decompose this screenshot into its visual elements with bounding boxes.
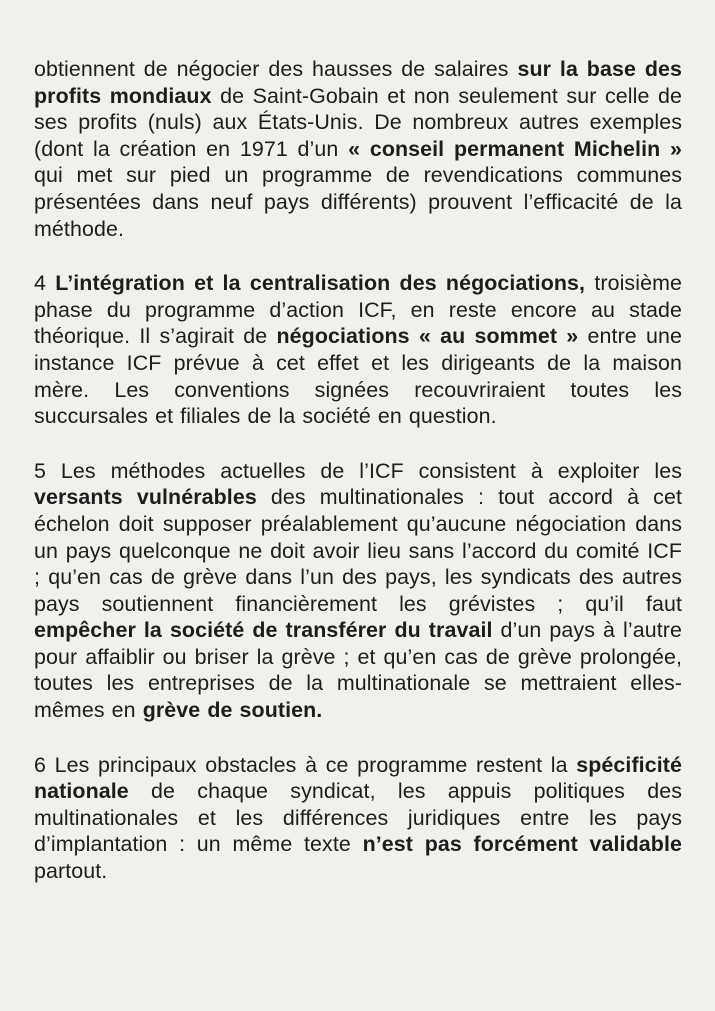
text-run: obtiennent de négocier des hausses de salaires — [34, 57, 518, 81]
bold-run: versants vulnérables — [34, 485, 257, 510]
paragraph-5 — [34, 458, 682, 724]
paragraph-continuation — [34, 56, 682, 242]
text-run: Les principaux obstacles à ce programme restent la — [54, 752, 577, 777]
text-run: Les méthodes actuelles de l’ICF consistent à exploiter les — [60, 458, 682, 483]
text-run: de Saint-Gobain et non seulement sur celle de ses profits (nuls) aux États-Unis. De nombreux autres exemples (dont la création en 1971 d’un — [34, 83, 682, 161]
text-run: des multinationales : tout accord à cet échelon doit supposer préalablement qu’aucune négociation dans un pays quelconque ne doit avoir lieu sans l’accord du comité ICF ; qu’en cas de grève dans l’un des pays, les syndicats des autres pays soutiennent financièrement les grévistes ; qu’il faut — [34, 485, 682, 616]
bold-run: n’est pas forcément validable — [362, 832, 682, 857]
paragraph-4 — [34, 270, 682, 430]
bold-run: empêcher la société de transférer du travail — [34, 618, 493, 643]
bold-run: négociations « au sommet » — [276, 324, 579, 349]
bold-run: grève de soutien. — [142, 698, 323, 723]
paragraph-number: 6 — [34, 752, 46, 777]
text-run: qui met sur pied un programme de revendications communes présentées dans neuf pays différents) prouvent l’efficacité de la méthode. — [34, 163, 682, 241]
text-run: partout. — [34, 859, 108, 884]
paragraph-6 — [34, 752, 682, 885]
paragraph-number: 4 — [34, 271, 46, 296]
paragraph-number: 5 — [34, 458, 46, 483]
bold-run: sur la base des profits mondiaux — [34, 57, 682, 108]
text-run: entre une instance ICF prévue à cet effet et les dirigeants de la maison mère. Les conventions signées recouvriraient toutes les succursales et filiales de la société en question. — [34, 324, 682, 429]
bold-run: « conseil permanent Michelin » — [348, 136, 682, 161]
bold-run: spécificité nationale — [34, 752, 682, 804]
text-run: de chaque syndicat, les appuis politiques des multinationales et les différences juridiques entre les pays d’implantation : un même texte — [34, 779, 682, 857]
bold-run: L’intégration et la centralisation des négociations, — [55, 271, 586, 296]
text-run: d’un pays à l’autre pour affaiblir ou briser la grève ; et qu’en cas de grève prolongée, toutes les entreprises de la multinationale se mettraient elles-mêmes en — [34, 618, 682, 723]
text-run: troisième phase du programme d’action ICF, en reste encore au stade théorique. Il s’agirait de — [34, 271, 682, 349]
